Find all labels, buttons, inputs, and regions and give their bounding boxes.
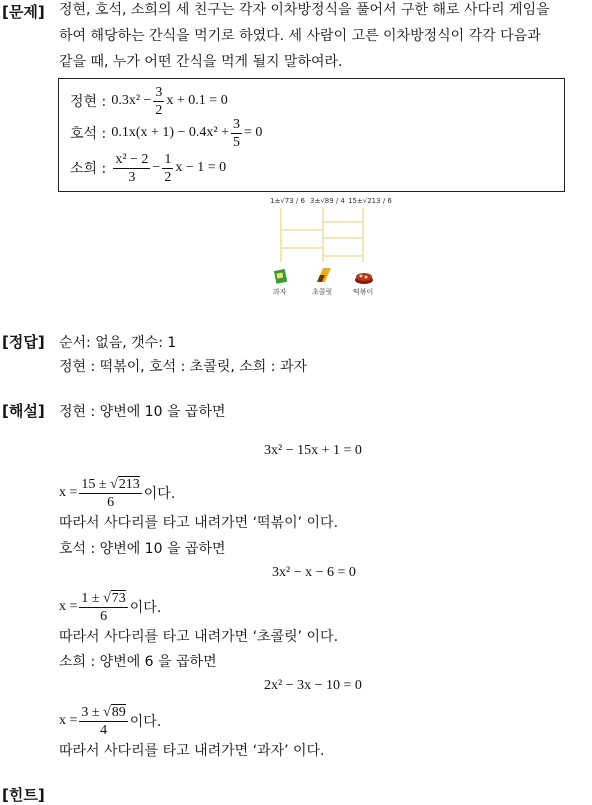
root-suffix: 이다. xyxy=(129,714,162,730)
chocolate-icon xyxy=(317,268,331,282)
equation-jeonghyeon xyxy=(70,85,228,117)
equation-hoseok xyxy=(70,117,262,149)
problem-line-3: 같을 때, 누가 어떤 간식을 먹게 될지 말하여라. xyxy=(59,54,343,70)
solution-step: 소희 : 양변에 6 을 곱하면 xyxy=(59,654,217,670)
answer-line-2: 정현 : 떡볶이, 호석 : 초콜릿, 소희 : 과자 xyxy=(59,359,307,375)
tteokbokki-icon xyxy=(355,273,373,284)
solution-step: 정현 : 양변에 10 을 곱하면 xyxy=(59,404,226,420)
eq-name: 정현 : xyxy=(70,94,107,110)
fraction: $\frac{3}{5}$ xyxy=(233,116,241,150)
solution-equation: 3x² − x − 6 = 0 xyxy=(272,565,356,580)
hint-tag: [힌트] xyxy=(2,786,45,804)
ladder-bottom-label: 과자 xyxy=(273,288,287,296)
answer-line-1: 순서: 없음, 갯수: 1 xyxy=(59,335,177,351)
ladder-top-label: 3±√89 / 4 xyxy=(310,197,345,205)
eq-part: 0.3x² − xyxy=(111,93,152,108)
ladder-top-label: 15±√213 / 6 xyxy=(348,197,392,205)
fraction: $\frac{3}{2}$ xyxy=(155,84,163,118)
eq-part: x + 0.1 = 0 xyxy=(166,93,228,108)
eq-name: 소희 : xyxy=(70,161,107,177)
solution-equation: 3x² − 15x + 1 = 0 xyxy=(264,443,362,458)
eq-part: 0.1x(x + 1) − 0.4x² + xyxy=(111,125,230,140)
eq-part: = 0 xyxy=(244,125,263,140)
eq-part: x − 1 = 0 xyxy=(175,160,227,175)
root-lhs: x = xyxy=(59,599,78,614)
answer-tag: [정답] xyxy=(2,333,45,351)
solution-root xyxy=(59,588,161,626)
solution-conclusion: 따라서 사다리를 타고 내려가면 ‘초콜릿’ 이다. xyxy=(59,629,339,645)
solution-conclusion: 따라서 사다리를 타고 내려가면 ‘과자’ 이다. xyxy=(59,743,325,759)
ladder-bottom-label: 떡볶이 xyxy=(353,288,374,296)
fraction: $\frac{3 \pm √89}{4}$ xyxy=(81,704,126,738)
solution-root xyxy=(59,702,161,740)
solution-tag: [해설] xyxy=(2,402,45,420)
fraction: $\frac{15 \pm √213}{6}$ xyxy=(81,476,140,510)
fraction: $\frac{\text{x² − 2}}{3}$ xyxy=(115,151,149,185)
problem-tag: [문제] xyxy=(2,3,45,21)
eq-part: − xyxy=(152,160,161,175)
solution-conclusion: 따라서 사다리를 타고 내려가면 ‘떡볶이’ 이다. xyxy=(59,515,339,531)
root-lhs: x = xyxy=(59,485,78,500)
solution-step: 호석 : 양변에 10 을 곱하면 xyxy=(59,541,226,557)
cookie-icon xyxy=(274,269,287,284)
root-lhs: x = xyxy=(59,713,78,728)
root-suffix: 이다. xyxy=(143,486,176,502)
ladder-lines xyxy=(262,196,392,298)
ladder-top-label: 1±√73 / 6 xyxy=(270,197,305,205)
ladder-bottom-label: 초콜릿 xyxy=(312,288,333,296)
fraction: $\frac{1}{2}$ xyxy=(164,151,172,185)
fraction: $\frac{1 \pm √73}{6}$ xyxy=(81,590,126,624)
solution-equation: 2x² − 3x − 10 = 0 xyxy=(264,678,362,693)
problem-line-2: 하여 해당하는 간식을 먹기로 하였다. 세 사람이 고른 이차방정식이 각각 다음과 xyxy=(59,28,541,44)
solution-root xyxy=(59,474,175,512)
root-suffix: 이다. xyxy=(129,600,162,616)
problem-line-1: 정현, 호석, 소희의 세 친구는 각자 이차방정식을 풀어서 구한 해로 사다리 게임을 xyxy=(59,2,550,18)
eq-name: 호석 : xyxy=(70,126,107,142)
ladder-figure xyxy=(262,196,392,298)
problem-text xyxy=(59,0,589,75)
equation-sohee xyxy=(70,150,226,186)
